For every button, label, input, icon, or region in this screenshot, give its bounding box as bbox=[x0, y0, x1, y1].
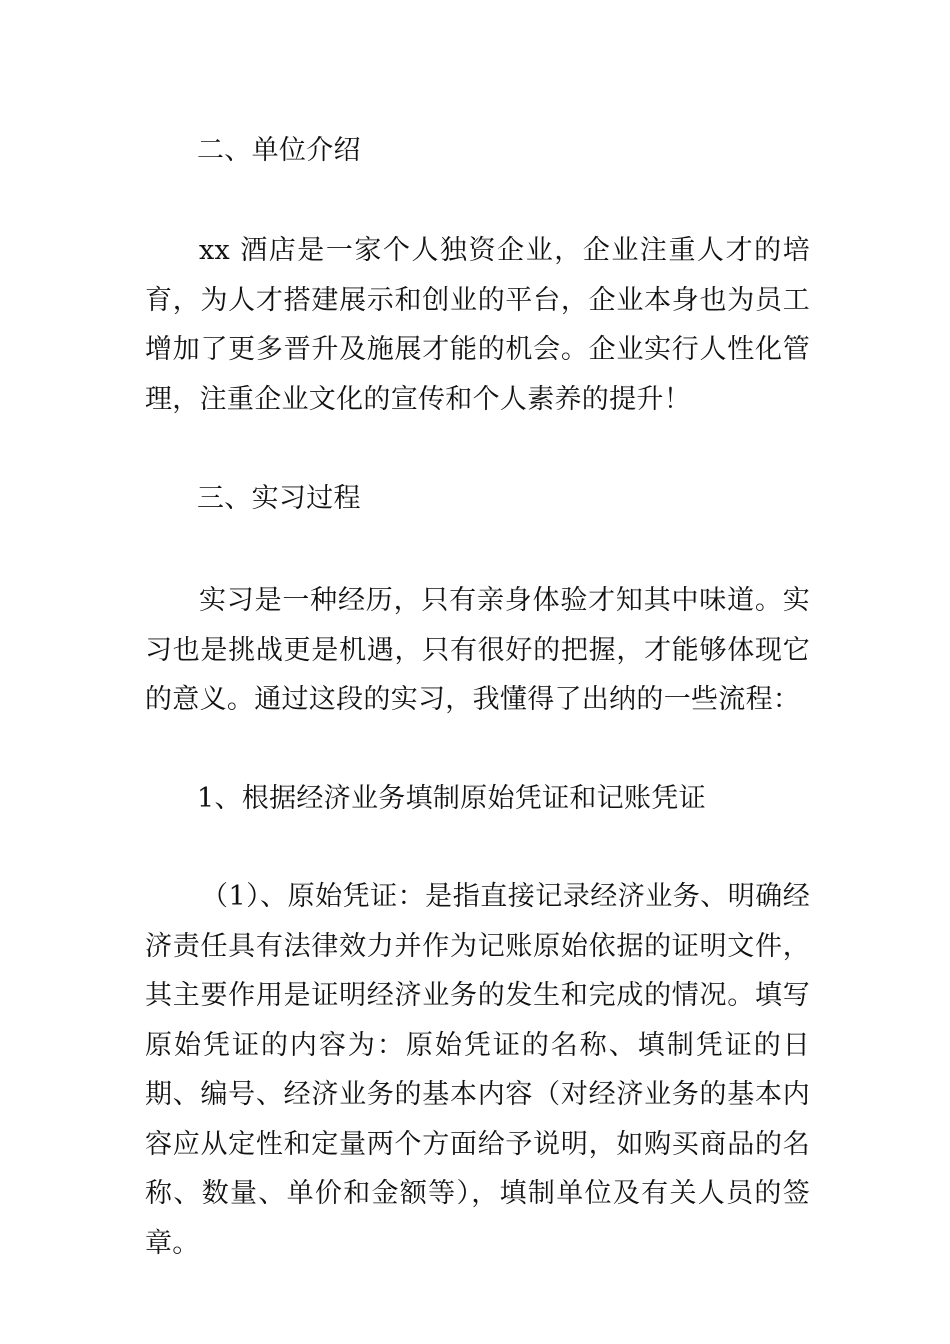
section-heading-internship-process: 三、实习过程 bbox=[197, 483, 361, 514]
paragraph-unit-intro: xx 酒店是一家个人独资企业，企业注重人才的培育，为人才搭建展示和创业的平台，企业本身也为员工增加了更多晋升及施展才能的机会。企业实行人性化管理，注重企业文化的宣传和个人素养的提升！ bbox=[145, 235, 810, 415]
paragraph-original-voucher: （1）、原始凭证：是指直接记录经济业务、明确经济责任具有法律效力并作为记账原始依据的证明文件，其主要作用是证明经济业务的发生和完成的情况。填写原始凭证的内容为：原始凭证的名称、填制凭证的日期、编号、经济业务的基本内容（对经济业务的基本内容应从定性和定量两个方面给予说明，如购买商品的名称、数量、单价和金额等），填制单位及有关人员的签章。 bbox=[145, 881, 810, 1259]
list-item-heading-vouchers: 1、根据经济业务填制原始凭证和记账凭证 bbox=[197, 783, 706, 814]
section-heading-unit-intro: 二、单位介绍 bbox=[197, 135, 361, 166]
paragraph-internship-process: 实习是一种经历，只有亲身体验才知其中味道。实习也是挑战更是机遇，只有很好的把握，才能够体现它的意义。通过这段的实习，我懂得了出纳的一些流程： bbox=[145, 585, 810, 715]
